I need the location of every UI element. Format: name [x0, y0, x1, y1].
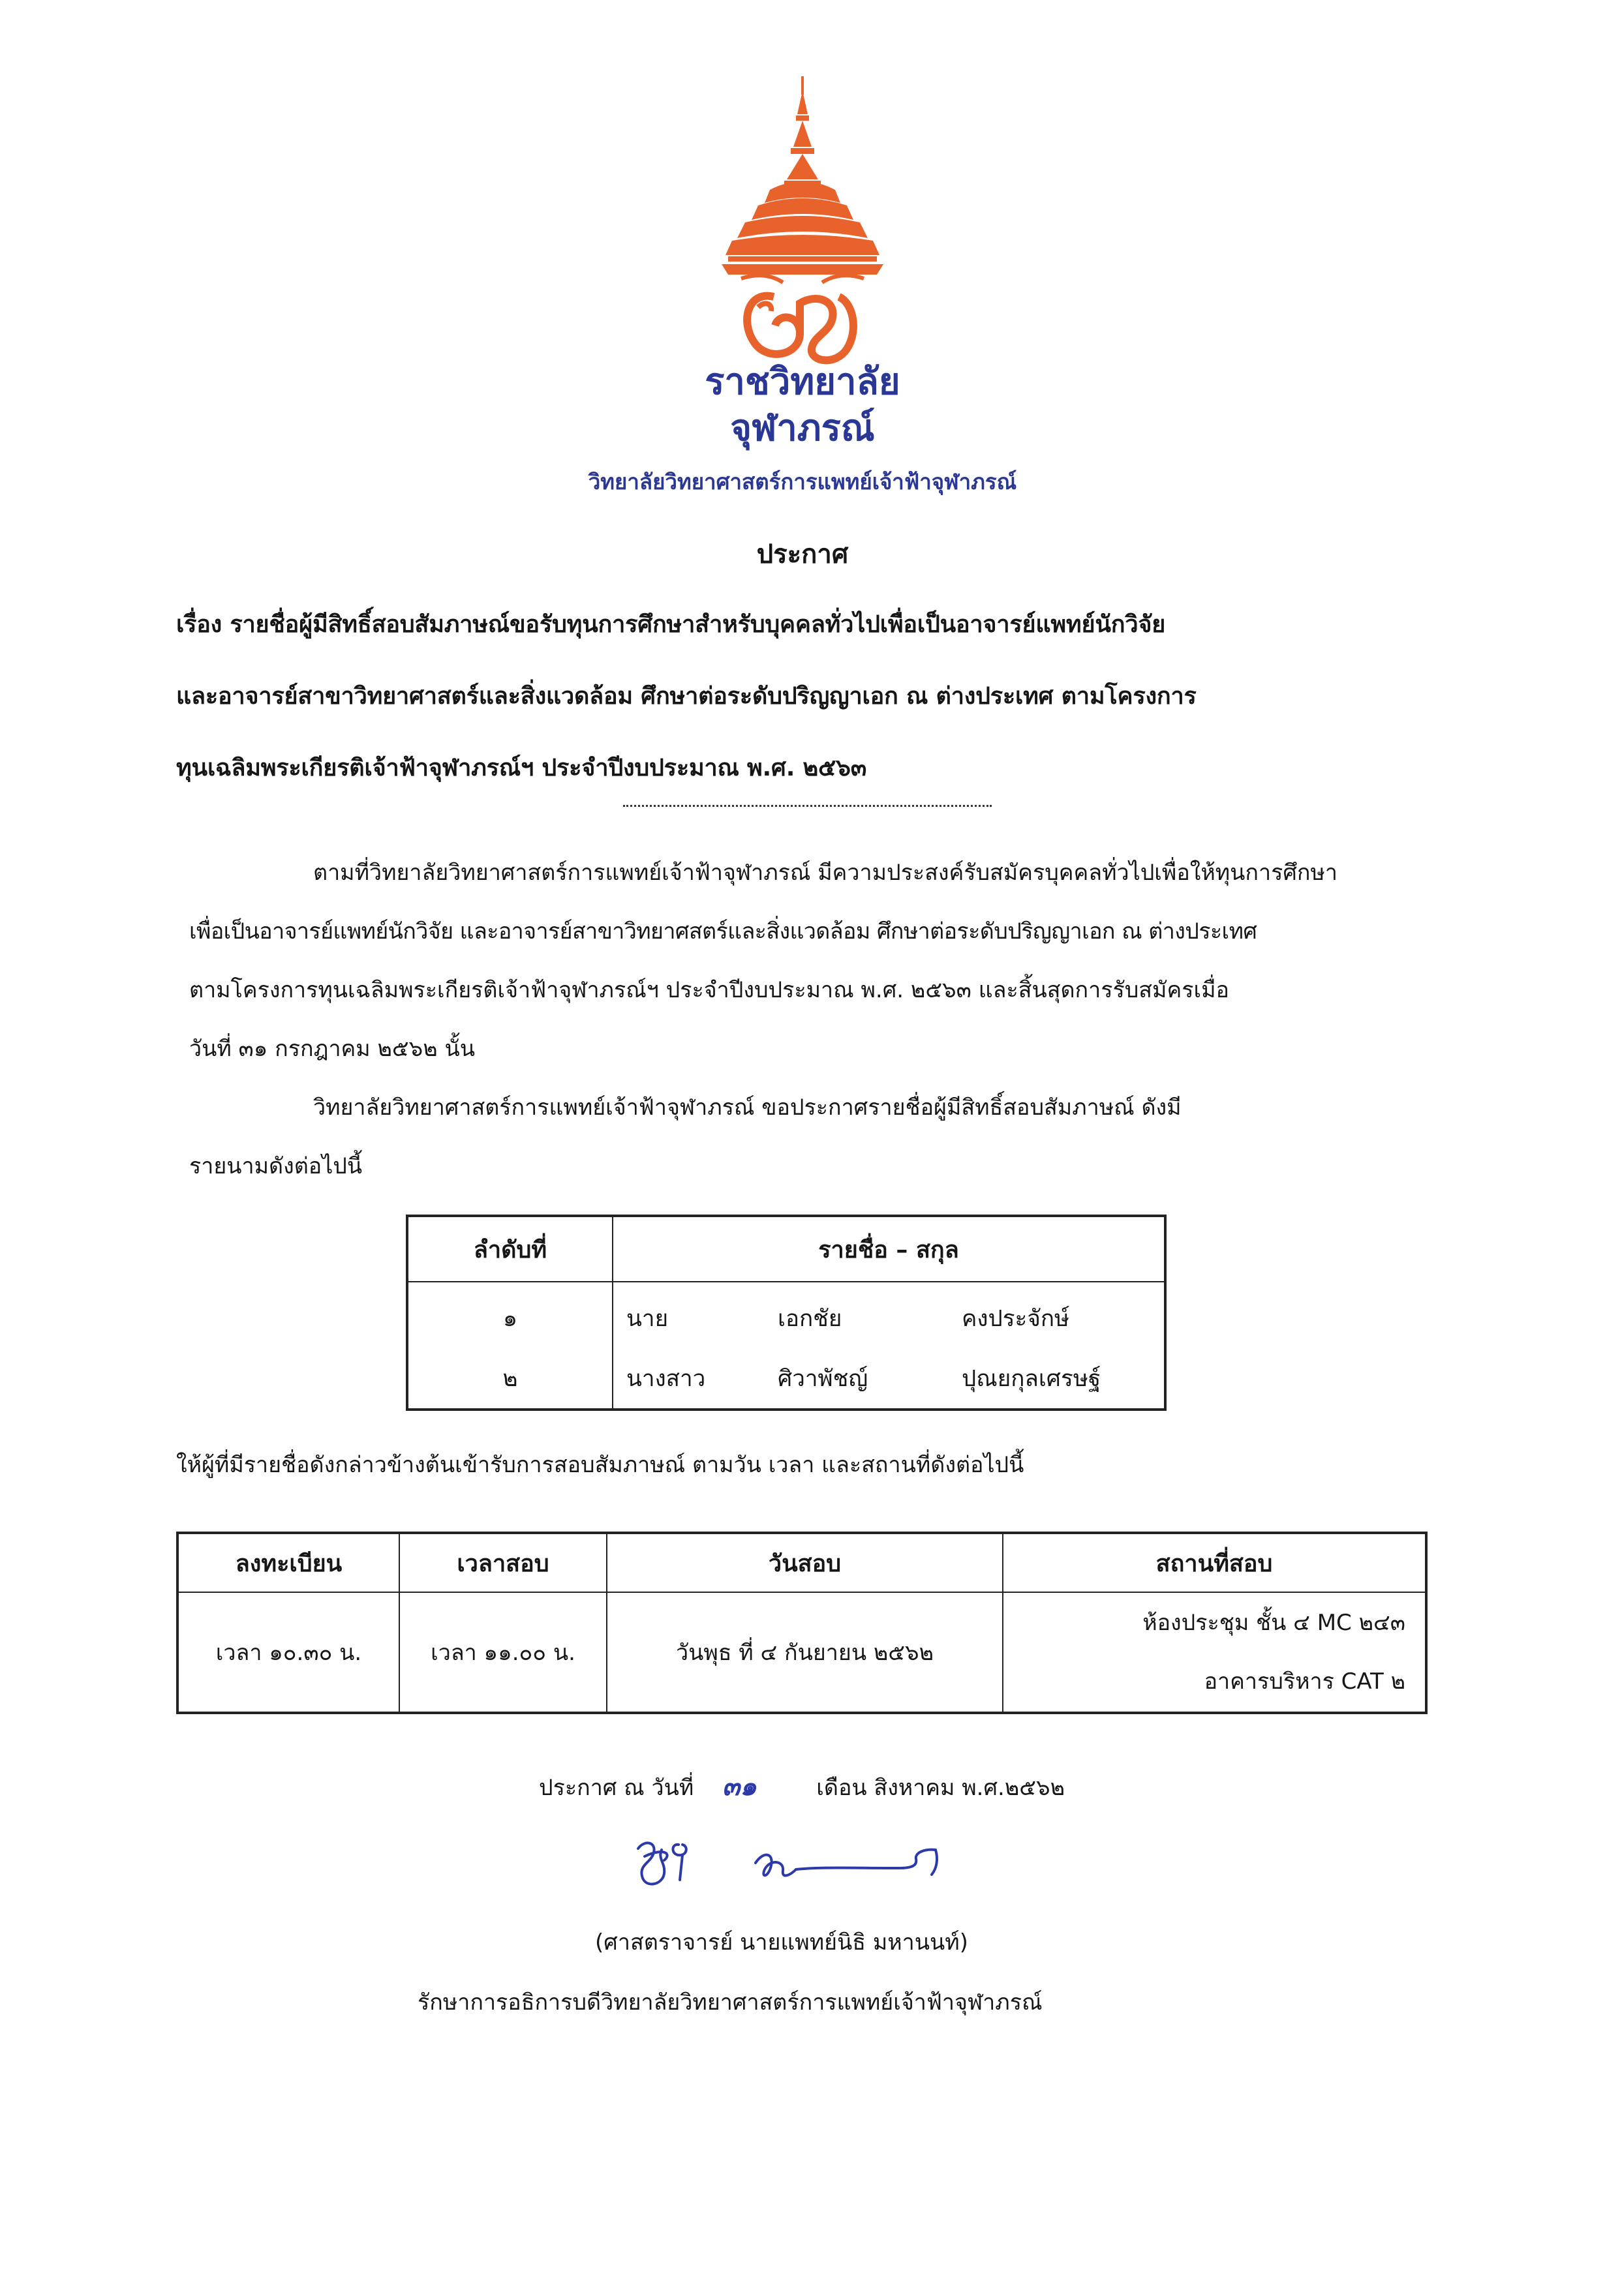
location-line2: อาคารบริหาร CAT ๒ — [1204, 1669, 1405, 1695]
location-line1: ห้องประชุม ชั้น ๔ MC ๒๔๓ — [1142, 1610, 1405, 1636]
college-name-line1: ราชวิทยาลัย — [705, 361, 900, 403]
names-header-name: รายชื่อ – สกุล — [613, 1216, 1165, 1282]
row-last-name: ปุณยกุลเศรษฐ์ — [961, 1348, 1165, 1410]
table-row — [407, 1282, 1165, 1348]
subject-line: เรื่อง รายชื่อผู้มีสิทธิ์สอบสัมภาษณ์ขอรับทุนการศึกษาสำหรับบุคคลทั่วไปเพื่อเป็นอาจารย์แพทย์นักวิจัย — [176, 611, 1166, 638]
announcement-subject — [176, 589, 1442, 804]
row-title: นาย — [613, 1282, 777, 1348]
subject-line: ทุนเฉลิมพระเกียรติเจ้าฟ้าจุฬาภรณ์ฯ ประจำปีงบประมาณ พ.ศ. ๒๕๖๓ — [176, 755, 867, 781]
row-number: ๑ — [407, 1282, 613, 1348]
names-header-no: ลำดับที่ — [407, 1216, 613, 1282]
schedule-header-time: เวลาสอบ — [399, 1533, 607, 1592]
interview-instruction: ให้ผู้ที่มีรายชื่อดังกล่าวข้างต้นเข้ารับการสอบสัมภาษณ์ ตามวัน เวลา และสถานที่ดังต่อไปนี้ — [176, 1452, 1024, 1478]
announcement-date — [539, 1765, 1065, 1807]
row-number: ๒ — [407, 1348, 613, 1410]
row-last-name: คงประจักษ์ — [961, 1282, 1165, 1348]
signer-name: (ศาสตราจารย์ นายแพทย์นิธิ มหานนท์) — [595, 1929, 968, 1956]
schedule-header-date: วันสอบ — [607, 1533, 1003, 1592]
register-time: เวลา ๑๐.๓๐ น. — [177, 1592, 399, 1713]
row-first-name: ศิวาพัชญ์ — [778, 1365, 868, 1392]
body-para2-line: รายนามดังต่อไปนี้ — [189, 1153, 363, 1179]
subject-line: และอาจารย์สาขาวิทยาศาสตร์และสิ่งแวดล้อม ศึกษาต่อระดับปริญญาเอก ณ ต่างประเทศ ตามโครงการ — [176, 683, 1197, 710]
exam-location — [1003, 1592, 1426, 1713]
row-first-name: เอกชัย — [778, 1305, 842, 1332]
college-name-line2: จุฬาภรณ์ — [730, 407, 875, 449]
college-emblem-logo — [702, 75, 903, 375]
date-prefix: ประกาศ ณ วันที่ — [539, 1775, 694, 1801]
body-para1-line: ตามโครงการทุนเฉลิมพระเกียรติเจ้าฟ้าจุฬาภรณ์ฯ ประจำปีงบประมาณ พ.ศ. ๒๕๖๓ และสิ้นสุดการรับสมัครเมื่อ — [189, 977, 1229, 1003]
candidate-names-table — [406, 1215, 1167, 1411]
exam-date: วันพุธ ที่ ๔ กันยายน ๒๕๖๒ — [607, 1592, 1003, 1713]
body-para1-line: ตามที่วิทยาลัยวิทยาศาสตร์การแพทย์เจ้าฟ้าจุฬาภรณ์ มีความประสงค์รับสมัครบุคคลทั่วไปเพื่อให้ทุนการศึกษา — [313, 860, 1338, 886]
exam-time: เวลา ๑๑.๐๐ น. — [399, 1592, 607, 1713]
handwritten-day: ๓๑ — [722, 1771, 757, 1802]
table-row — [407, 1348, 1165, 1410]
body-para2-line: วิทยาลัยวิทยาศาสตร์การแพทย์เจ้าฟ้าจุฬาภรณ์ ขอประกาศรายชื่อผู้มีสิทธิ์สอบสัมภาษณ์ ดังมี — [313, 1095, 1182, 1121]
handwritten-signature — [625, 1830, 984, 1902]
body-para1-line: วันที่ ๓๑ กรกฎาคม ๒๕๖๒ นั้น — [189, 1036, 475, 1062]
date-suffix: เดือน สิงหาคม พ.ศ.๒๕๖๒ — [816, 1775, 1065, 1801]
schedule-header-location: สถานที่สอบ — [1003, 1533, 1426, 1592]
signer-position: รักษาการอธิการบดีวิทยาลัยวิทยาศาสตร์การแพทย์เจ้าฟ้าจุฬาภรณ์ — [418, 1989, 1043, 2016]
signature-icon — [625, 1830, 984, 1902]
dotted-divider — [623, 805, 992, 807]
college-subtitle: วิทยาลัยวิทยาศาสตร์การแพทย์เจ้าฟ้าจุฬาภรณ์ — [588, 469, 1017, 494]
row-title: นางสาว — [613, 1348, 777, 1410]
announcement-title: ประกาศ — [756, 539, 849, 569]
interview-schedule-table — [176, 1532, 1428, 1714]
table-row — [177, 1592, 1426, 1713]
crown-emblem-icon — [702, 75, 903, 375]
schedule-header-register: ลงทะเบียน — [177, 1533, 399, 1592]
body-para1-line: เพื่อเป็นอาจารย์แพทย์นักวิจัย และอาจารย์สาขาวิทยาศสตร์และสิ่งแวดล้อม ศึกษาต่อระดับปริญญาเอก ณ ต่างประเทศ — [189, 918, 1257, 944]
